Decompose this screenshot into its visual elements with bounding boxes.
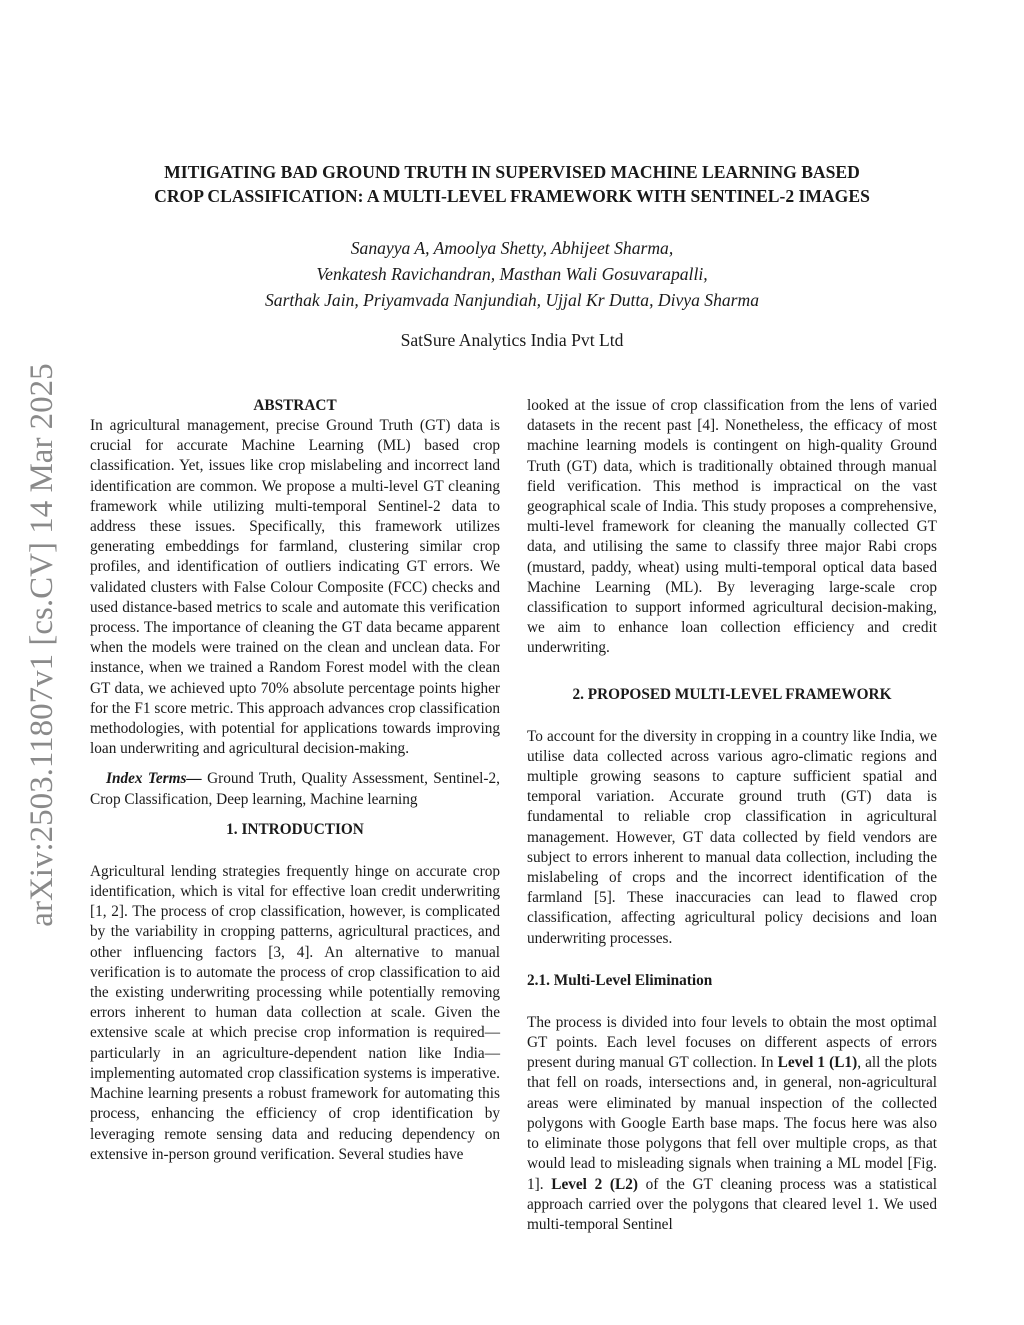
- intro-text-left: Agricultural lending strategies frequently hinge on accurate crop identification, which is vital for effective loan credit underwriting [1, 2]. The process of crop classification, however, is complicated by the variability in cropping patterns, agricultural practices, and other influencing factors [3, 4]. An alternative to manual verification is to automate the process of crop classification to aid the existing underwriting processing while potentially removing errors inherent to human data collection at scale. Given the extensive scale at which precise crop information is required—particularly in an agriculture-dependent nation like India—implementing automated crop classification systems is imperative. Machine learning presents a robust framework for automating this process, enhancing the efficiency of crop identification by leveraging remote sensing data and reducing dependency on extensive in-person ground verification. Several studies have: [90, 862, 500, 1163]
- index-terms-text: Ground Truth, Quality Assessment, Sentinel-2, Crop Classification, Deep learning, Machine learning: [90, 770, 500, 808]
- page-title: [60, 160, 964, 208]
- authors-line-2: Venkatesh Ravichandran, Masthan Wali Gosuvarapalli,: [316, 264, 708, 284]
- title-line-1: MITIGATING BAD GROUND TRUTH IN SUPERVISED MACHINE LEARNING BASED: [164, 162, 860, 182]
- index-terms-label: Index Terms—: [106, 770, 202, 788]
- section2-heading: 2. PROPOSED MULTI-LEVEL FRAMEWORK: [572, 685, 892, 703]
- arxiv-stamp: arXiv:2503.11807v1 [cs.CV] 14 Mar 2025: [24, 363, 60, 927]
- authors-line-1: Sanayya A, Amoolya Shetty, Abhijeet Sharma,: [350, 238, 674, 258]
- right-column: [527, 396, 937, 1235]
- section2-text: To account for the diversity in cropping in a country like India, we utilise data collected across various agro-climatic regions and multiple growing seasons to capture sufficient spatial and temporal variation. Accurate ground truth (GT) data is fundamental to reliable crop classification in agricultural management. However, GT data collected by field vendors are subject to errors inherent to manual data collection, including the mislabeling of crops and the incorrect identification of the farmland [5]. These inaccuracies can lead to flawed crop classification, affecting agricultural policy decisions and loan underwriting processes.: [527, 727, 937, 947]
- section21-part2: , all the plots that fell on roads, intersections and, in general, non-agricultural areas were eliminated by manual inspection of the collected polygons with Google Earth base maps. The focus here was also to eliminate those polygons that fell over multiple crops, as that would lead to misleading signals when training a ML model [Fig. 1].: [527, 1054, 937, 1193]
- section21-text: [527, 1013, 937, 1235]
- section21-heading: 2.1. Multi-Level Elimination: [527, 971, 713, 989]
- index-terms: [90, 769, 500, 809]
- section21-part3: of the GT cleaning process was a statistical approach carried over the polygons that cleared level 1. We used multi-temporal Sentinel: [527, 1175, 937, 1233]
- level1-label: Level 1 (L1): [777, 1054, 858, 1072]
- abstract-text: In agricultural management, precise Ground Truth (GT) data is crucial for accurate Machine Learning (ML) based crop classification. Yet, issues like crop mislabeling and incorrect land identification are common. We propose a multi-level GT cleaning framework while utilizing multi-temporal Sentinel-2 data to address these issues. Specifically, this framework utilizes generating embeddings for farmland, clustering similar crop profiles, and identification of outliers indicating GT errors. We validated clusters with False Colour Composite (FCC) checks and used distance-based metrics to scale and automate this verification process. The importance of cleaning the GT data became apparent when the models were trained on the clean and unclean data. For instance, when we trained a Random Forest model with the clean GT data, we achieved upto 70% absolute percentage points higher for the F1 score metric. This approach advances crop classification methodologies, with potential for applications towards improving loan underwriting and agricultural decision-making.: [90, 417, 500, 758]
- left-column: [90, 396, 500, 1165]
- title-line-2: CROP CLASSIFICATION: A MULTI-LEVEL FRAMEWORK WITH SENTINEL-2 IMAGES: [154, 186, 870, 206]
- authors-line-3: Sarthak Jain, Priyamvada Nanjundiah, Ujjal Kr Dutta, Divya Sharma: [264, 290, 760, 310]
- level2-label: Level 2 (L2): [551, 1175, 638, 1193]
- author-list: [60, 235, 964, 313]
- intro-heading: 1. INTRODUCTION: [226, 820, 364, 838]
- section21-part1: The process is divided into four levels to obtain the most optimal GT points. Each level focuses on different aspects of errors present during manual GT collection. In: [527, 1013, 937, 1072]
- abstract-heading: ABSTRACT: [253, 397, 337, 414]
- affiliation: SatSure Analytics India Pvt Ltd: [400, 330, 624, 350]
- intro-text-right: looked at the issue of crop classification from the lens of varied datasets in the recent past [4]. Nonetheless, the efficacy of most machine learning models is contingent on high-quality Ground Truth (GT) data, which is traditionally obtained through manual field verification. This method is impractical on the vast geographical scale of India. This study proposes a comprehensive, multi-level framework for cleaning the manually collected GT data, and utilising the same to classify three major Rabi crops (mustard, paddy, wheat) using multi-temporal optical data based Machine Learning (ML). By leveraging large-scale crop classification to support informed agricultural decision-making, we aim to enhance loan collection efficiency and credit underwriting.: [527, 397, 937, 657]
